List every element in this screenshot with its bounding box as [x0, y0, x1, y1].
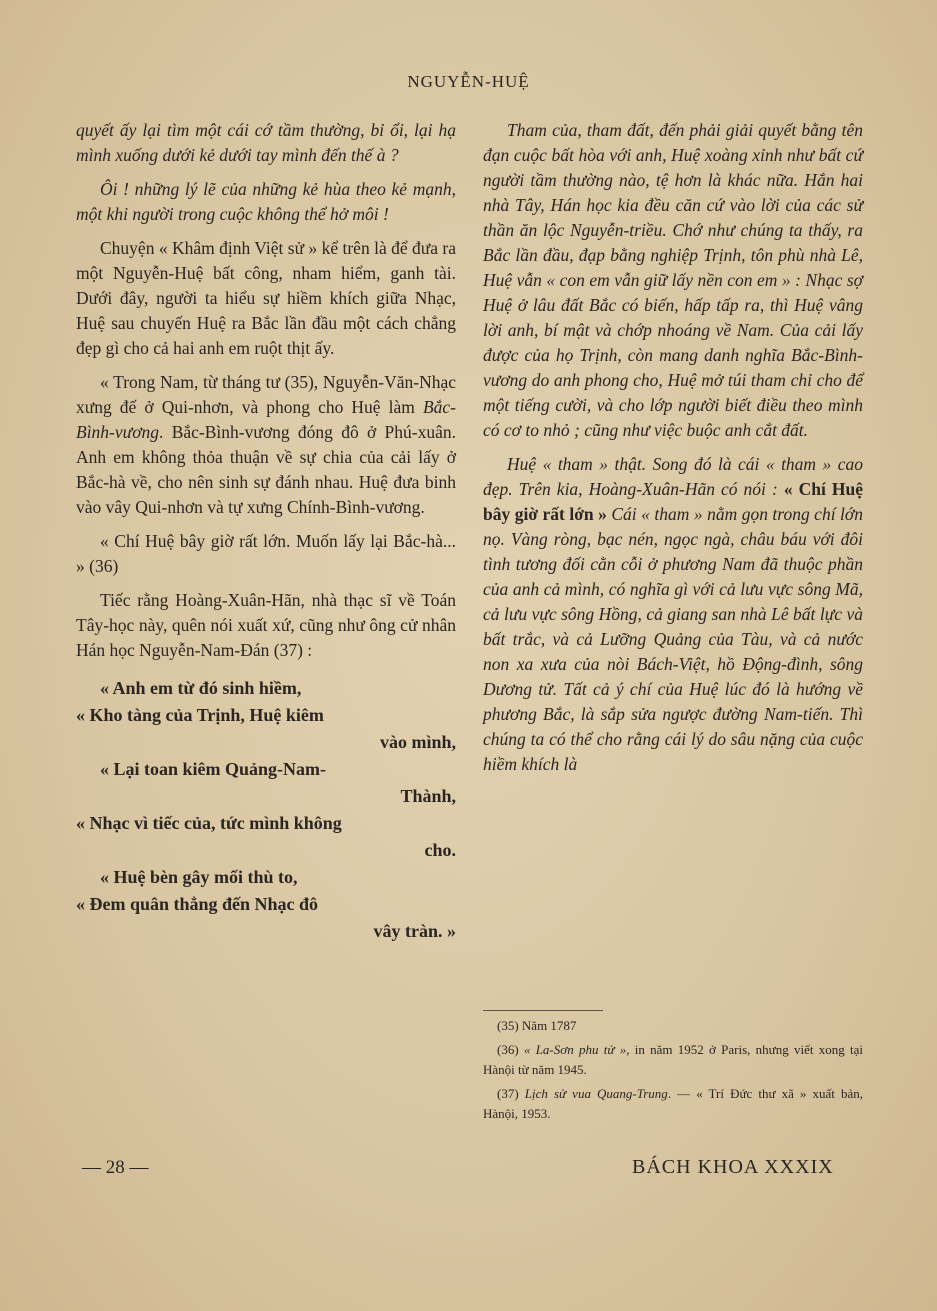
paragraph: Chuyện « Khâm định Việt sử » kể trên là để đưa ra một Nguyễn-Huệ bất công, nham hiểm, ganh tài. Dưới đây, người ta hiểu sự hiềm khích giữa Nhạc, Huệ sau chuyến Huệ ra Bắc lần đầu một cách chẳng đẹp gì cho cả hai anh em ruột thịt ấy. — [76, 238, 456, 358]
verse-line: « Kho tàng của Trịnh, Huệ kiêm — [76, 705, 324, 725]
italic-title: Lịch sử vua Quang-Trung — [524, 1086, 668, 1101]
verse-block — [76, 675, 456, 944]
left-column — [76, 118, 456, 945]
page-number: — 28 — — [82, 1157, 149, 1178]
text-run: Cái « tham » nằm gọn trong chí lớn nọ. Vàng ròng, bạc nén, ngọc ngà, châu báu với đôi tình tương đối cằn cỗi ở phương Nam đã thuộc phần của anh cả mình, có nghĩa gì với cả lưu vực sông Mã, cả lưu vực sông Hồng, cả giang san nhà Lê bất lực và bất trắc, và cả Lưỡng Quảng của Tàu, và cả nước non xa xưa của nòi Bách-Việt, hồ Động-đình, sông Dương tử. Tất cả ý chí của Huệ lúc đó là hướng về phương Bắc, là sắp sửa ngược đường Nam-tiến. Thì chúng ta có thể cho rằng cái lý do sâu nặng của cuộc hiềm khích là — [483, 504, 863, 774]
paragraph: quyết ấy lại tìm một cái cớ tầm thường, bỉ ổi, lại hạ mình xuống dưới kẻ dưới tay mình đến thế à ? — [76, 120, 456, 165]
footnote-divider — [483, 1010, 603, 1011]
text-run: , in năm 1952 ở Paris, nhưng viết xong tại Hànội từ năm 1945. — [483, 1042, 863, 1077]
verse-line-continuation: vây tràn. » — [373, 921, 456, 941]
text-run: (37) — [497, 1086, 525, 1101]
right-column — [483, 118, 863, 786]
bold-quote: « Chí Huệ bây giờ rất lớn » — [483, 479, 863, 524]
footnote: (35) Năm 1787 — [497, 1018, 577, 1033]
verse-line-continuation: Thành, — [400, 786, 456, 806]
paragraph — [76, 370, 456, 520]
verse-line: « Anh em từ đó sinh hiềm, — [100, 678, 302, 698]
paragraph: Tiếc rằng Hoàng-Xuân-Hãn, nhà thạc sĩ về Toán Tây-học này, quên nói xuất xứ, cũng như ông cử nhân Hán học Nguyễn-Nam-Đán (37) : — [76, 590, 456, 660]
paragraph: « Chí Huệ bây giờ rất lớn. Muốn lấy lại Bắc-hà... » (36) — [76, 531, 456, 576]
verse-line: « Lại toan kiêm Quảng-Nam- — [100, 759, 327, 779]
text-run: Huệ « tham » thật. Song đó là cái « tham » cao đẹp. Trên kia, Hoàng-Xuân-Hãn có nói : — [483, 454, 863, 499]
footnote — [483, 1084, 863, 1124]
paragraph: Tham của, tham đất, đến phải giải quyết bằng tên đạn cuộc bất hòa với anh, Huệ xoàng xỉnh như bất cứ người tầm thường nào, tệ hơn là khác nữa. Hắn hai nhà Tây, Hán học kia đều căn cứ vào lời của các sử thần ăn lộc Nguyễn-triều. Chớ như chúng ta thấy, ra Bắc lần đầu, đạp bằng nghiệp Trịnh, tôn phù nhà Lê, Huệ vẫn « con em vẫn giữ lấy nền con em » : Nhạc sợ Huệ ở lâu đất Bắc có biến, hấp tấp ra, thì Huệ vâng lời anh, bí mật và chớp nhoáng về Nam. Của cải lấy được của họ Trịnh, còn mang danh nghĩa Bắc-Bình-vương do anh phong cho, Huệ mở túi tham chỉ cho để một tiếng cười, và cho lớp người biết điều theo mình có cơ to nhỏ ; cũng như việc buộc anh cắt đất. — [483, 120, 863, 440]
magazine-title: BÁCH KHOA XXXIX — [632, 1156, 834, 1178]
italic-term: Bắc-Bình-vương — [76, 397, 456, 442]
verse-line: « Đem quân thẳng đến Nhạc đô — [76, 894, 319, 914]
paragraph: Ôi ! những lý lẽ của những kẻ hùa theo kẻ mạnh, một khi người trong cuộc không thể hở môi ! — [76, 179, 456, 224]
text-run: . — « Trí Đức thư xã » xuất bản, Hànội, 1953. — [483, 1086, 863, 1121]
verse-line: « Huệ bèn gây mối thù to, — [100, 867, 298, 887]
verse-line-continuation: cho. — [424, 840, 456, 860]
verse-line-continuation: vào mình, — [379, 732, 456, 752]
running-title: NGUYỄN-HUỆ — [407, 72, 530, 91]
footnote — [483, 1040, 863, 1080]
text-run: . Bắc-Bình-vương đóng đô ở Phú-xuân. Anh em không thỏa thuận về sự chia của cải lấy ở Bắc-hà về, cho nên sinh sự đánh nhau. Huệ đưa binh vào vây Qui-nhơn và tự xưng Chính-Bình-vương. — [76, 422, 456, 517]
italic-title: « La-Sơn phu tử » — [523, 1042, 627, 1057]
verse-line: « Nhạc vì tiếc của, tức mình không — [76, 813, 342, 833]
footnotes — [483, 1014, 863, 1128]
text-run: « Trong Nam, từ tháng tư (35), Nguyễn-Văn-Nhạc xưng đế ở Qui-nhơn, và phong cho Huệ làm — [76, 372, 456, 417]
paragraph — [483, 452, 863, 777]
text-run: (36) — [497, 1042, 524, 1057]
